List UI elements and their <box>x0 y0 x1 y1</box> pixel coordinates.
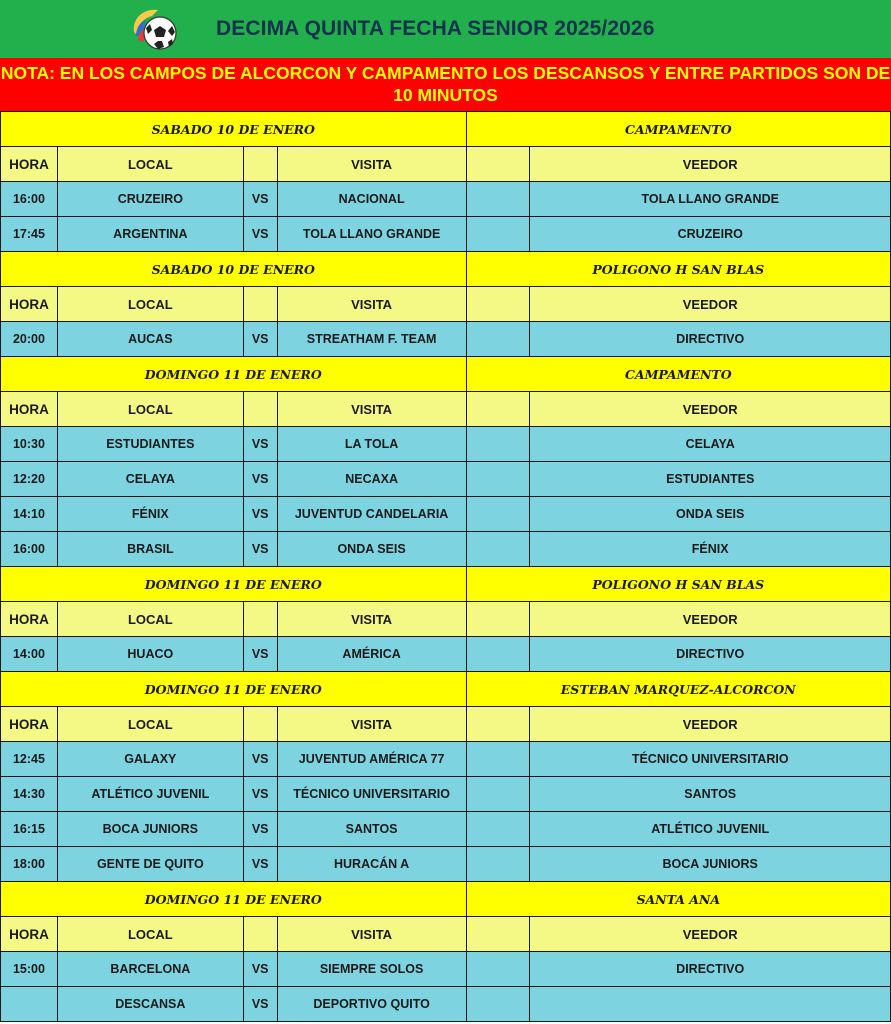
match-row <box>1 742 891 777</box>
match-visiting-team: SIEMPRE SOLOS <box>277 952 466 987</box>
vs-label-empty <box>243 602 277 637</box>
match-time: 10:30 <box>1 427 58 462</box>
hora-label: HORA <box>1 602 58 637</box>
match-local-team: GALAXY <box>57 742 243 777</box>
match-veedor: DIRECTIVO <box>530 322 891 357</box>
match-visiting-team: NACIONAL <box>277 182 466 217</box>
header-bar <box>0 0 891 58</box>
column-labels-row <box>1 707 891 742</box>
visita-label: VISITA <box>277 287 466 322</box>
match-visiting-team: JUVENTUD CANDELARIA <box>277 497 466 532</box>
spacer-cell <box>466 287 530 322</box>
match-row <box>1 182 891 217</box>
match-veedor: BOCA JUNIORS <box>530 847 891 882</box>
match-time: 12:20 <box>1 462 58 497</box>
match-vs: VS <box>243 182 277 217</box>
vs-label-empty <box>243 287 277 322</box>
match-veedor: ONDA SEIS <box>530 497 891 532</box>
match-veedor: DIRECTIVO <box>530 952 891 987</box>
match-vs: VS <box>243 952 277 987</box>
spacer-cell <box>466 427 530 462</box>
match-local-team: BOCA JUNIORS <box>57 812 243 847</box>
match-time <box>1 987 58 1022</box>
match-row <box>1 812 891 847</box>
match-local-team: FÉNIX <box>57 497 243 532</box>
match-time: 16:00 <box>1 182 58 217</box>
match-time: 14:30 <box>1 777 58 812</box>
match-veedor: CELAYA <box>530 427 891 462</box>
section-date: SABADO 10 DE ENERO <box>1 112 467 147</box>
section-date: SABADO 10 DE ENERO <box>1 252 467 287</box>
match-time: 18:00 <box>1 847 58 882</box>
match-vs: VS <box>243 987 277 1022</box>
match-row <box>1 777 891 812</box>
visita-label: VISITA <box>277 917 466 952</box>
local-label: LOCAL <box>57 917 243 952</box>
match-row <box>1 952 891 987</box>
spacer-cell <box>466 392 530 427</box>
column-labels-row <box>1 287 891 322</box>
section-date: DOMINGO 11 DE ENERO <box>1 882 467 917</box>
match-row <box>1 427 891 462</box>
veedor-label: VEEDOR <box>530 287 891 322</box>
match-visiting-team: AMÉRICA <box>277 637 466 672</box>
hora-label: HORA <box>1 707 58 742</box>
visita-label: VISITA <box>277 602 466 637</box>
match-visiting-team: STREATHAM F. TEAM <box>277 322 466 357</box>
notice-banner: NOTA: EN LOS CAMPOS DE ALCORCON Y CAMPAMENTO LOS DESCANSOS Y ENTRE PARTIDOS SON DE 10 MINUTOS <box>0 58 891 111</box>
spacer-cell <box>466 532 530 567</box>
match-local-team: CRUZEIRO <box>57 182 243 217</box>
match-row <box>1 637 891 672</box>
match-local-team: DESCANSA <box>57 987 243 1022</box>
local-label: LOCAL <box>57 707 243 742</box>
match-time: 16:15 <box>1 812 58 847</box>
soccer-ball-logo-icon <box>128 6 180 54</box>
match-vs: VS <box>243 462 277 497</box>
match-visiting-team: HURACÁN A <box>277 847 466 882</box>
match-local-team: AUCAS <box>57 322 243 357</box>
spacer-cell <box>466 322 530 357</box>
vs-label-empty <box>243 707 277 742</box>
section-venue: CAMPAMENTO <box>466 112 890 147</box>
match-local-team: ESTUDIANTES <box>57 427 243 462</box>
section-venue: POLIGONO H SAN BLAS <box>466 252 890 287</box>
spacer-cell <box>466 497 530 532</box>
match-row <box>1 217 891 252</box>
match-veedor: SANTOS <box>530 777 891 812</box>
schedule-table <box>0 111 891 1022</box>
spacer-cell <box>466 602 530 637</box>
spacer-cell <box>466 742 530 777</box>
match-row <box>1 462 891 497</box>
section-date: DOMINGO 11 DE ENERO <box>1 357 467 392</box>
match-local-team: GENTE DE QUITO <box>57 847 243 882</box>
vs-label-empty <box>243 392 277 427</box>
local-label: LOCAL <box>57 602 243 637</box>
section-header-row <box>1 357 891 392</box>
section-date: DOMINGO 11 DE ENERO <box>1 672 467 707</box>
match-vs: VS <box>243 812 277 847</box>
hora-label: HORA <box>1 287 58 322</box>
spacer-cell <box>466 847 530 882</box>
veedor-label: VEEDOR <box>530 707 891 742</box>
match-veedor: FÉNIX <box>530 532 891 567</box>
spacer-cell <box>466 987 530 1022</box>
match-veedor <box>530 987 891 1022</box>
section-header-row <box>1 112 891 147</box>
match-local-team: BRASIL <box>57 532 243 567</box>
visita-label: VISITA <box>277 707 466 742</box>
section-venue: POLIGONO H SAN BLAS <box>466 567 890 602</box>
section-date: DOMINGO 11 DE ENERO <box>1 567 467 602</box>
match-time: 20:00 <box>1 322 58 357</box>
column-labels-row <box>1 917 891 952</box>
match-visiting-team: SANTOS <box>277 812 466 847</box>
hora-label: HORA <box>1 392 58 427</box>
match-visiting-team: JUVENTUD AMÉRICA 77 <box>277 742 466 777</box>
spacer-cell <box>466 637 530 672</box>
match-vs: VS <box>243 427 277 462</box>
column-labels-row <box>1 147 891 182</box>
hora-label: HORA <box>1 147 58 182</box>
column-labels-row <box>1 602 891 637</box>
match-time: 16:00 <box>1 532 58 567</box>
spacer-cell <box>466 182 530 217</box>
vs-label-empty <box>243 147 277 182</box>
page-title: DECIMA QUINTA FECHA SENIOR 2025/2026 <box>216 17 655 40</box>
match-local-team: ATLÉTICO JUVENIL <box>57 777 243 812</box>
veedor-label: VEEDOR <box>530 917 891 952</box>
local-label: LOCAL <box>57 147 243 182</box>
section-header-row <box>1 252 891 287</box>
hora-label: HORA <box>1 917 58 952</box>
match-row <box>1 322 891 357</box>
match-veedor: DIRECTIVO <box>530 637 891 672</box>
veedor-label: VEEDOR <box>530 392 891 427</box>
match-visiting-team: TÉCNICO UNIVERSITARIO <box>277 777 466 812</box>
match-row <box>1 497 891 532</box>
match-visiting-team: NECAXA <box>277 462 466 497</box>
spacer-cell <box>466 917 530 952</box>
local-label: LOCAL <box>57 392 243 427</box>
match-visiting-team: DEPORTIVO QUITO <box>277 987 466 1022</box>
match-row <box>1 847 891 882</box>
visita-label: VISITA <box>277 147 466 182</box>
section-header-row <box>1 567 891 602</box>
local-label: LOCAL <box>57 287 243 322</box>
match-veedor: TOLA LLANO GRANDE <box>530 182 891 217</box>
spacer-cell <box>466 147 530 182</box>
spacer-cell <box>466 462 530 497</box>
match-vs: VS <box>243 217 277 252</box>
spacer-cell <box>466 707 530 742</box>
spacer-cell <box>466 952 530 987</box>
match-veedor: TÉCNICO UNIVERSITARIO <box>530 742 891 777</box>
match-veedor: ATLÉTICO JUVENIL <box>530 812 891 847</box>
match-veedor: ESTUDIANTES <box>530 462 891 497</box>
match-vs: VS <box>243 532 277 567</box>
section-venue: CAMPAMENTO <box>466 357 890 392</box>
veedor-label: VEEDOR <box>530 147 891 182</box>
match-time: 14:10 <box>1 497 58 532</box>
spacer-cell <box>466 812 530 847</box>
match-time: 14:00 <box>1 637 58 672</box>
spacer-cell <box>466 777 530 812</box>
match-local-team: HUACO <box>57 637 243 672</box>
section-header-row <box>1 672 891 707</box>
veedor-label: VEEDOR <box>530 602 891 637</box>
vs-label-empty <box>243 917 277 952</box>
match-visiting-team: LA TOLA <box>277 427 466 462</box>
match-row <box>1 987 891 1022</box>
match-local-team: CELAYA <box>57 462 243 497</box>
match-veedor: CRUZEIRO <box>530 217 891 252</box>
match-time: 15:00 <box>1 952 58 987</box>
match-vs: VS <box>243 742 277 777</box>
section-venue: ESTEBAN MARQUEZ-ALCORCON <box>466 672 890 707</box>
match-local-team: ARGENTINA <box>57 217 243 252</box>
column-labels-row <box>1 392 891 427</box>
match-vs: VS <box>243 322 277 357</box>
match-vs: VS <box>243 847 277 882</box>
match-row <box>1 532 891 567</box>
match-vs: VS <box>243 497 277 532</box>
match-visiting-team: ONDA SEIS <box>277 532 466 567</box>
match-time: 12:45 <box>1 742 58 777</box>
match-visiting-team: TOLA LLANO GRANDE <box>277 217 466 252</box>
match-vs: VS <box>243 637 277 672</box>
match-vs: VS <box>243 777 277 812</box>
section-venue: SANTA ANA <box>466 882 890 917</box>
spacer-cell <box>466 217 530 252</box>
visita-label: VISITA <box>277 392 466 427</box>
section-header-row <box>1 882 891 917</box>
match-local-team: BARCELONA <box>57 952 243 987</box>
match-time: 17:45 <box>1 217 58 252</box>
